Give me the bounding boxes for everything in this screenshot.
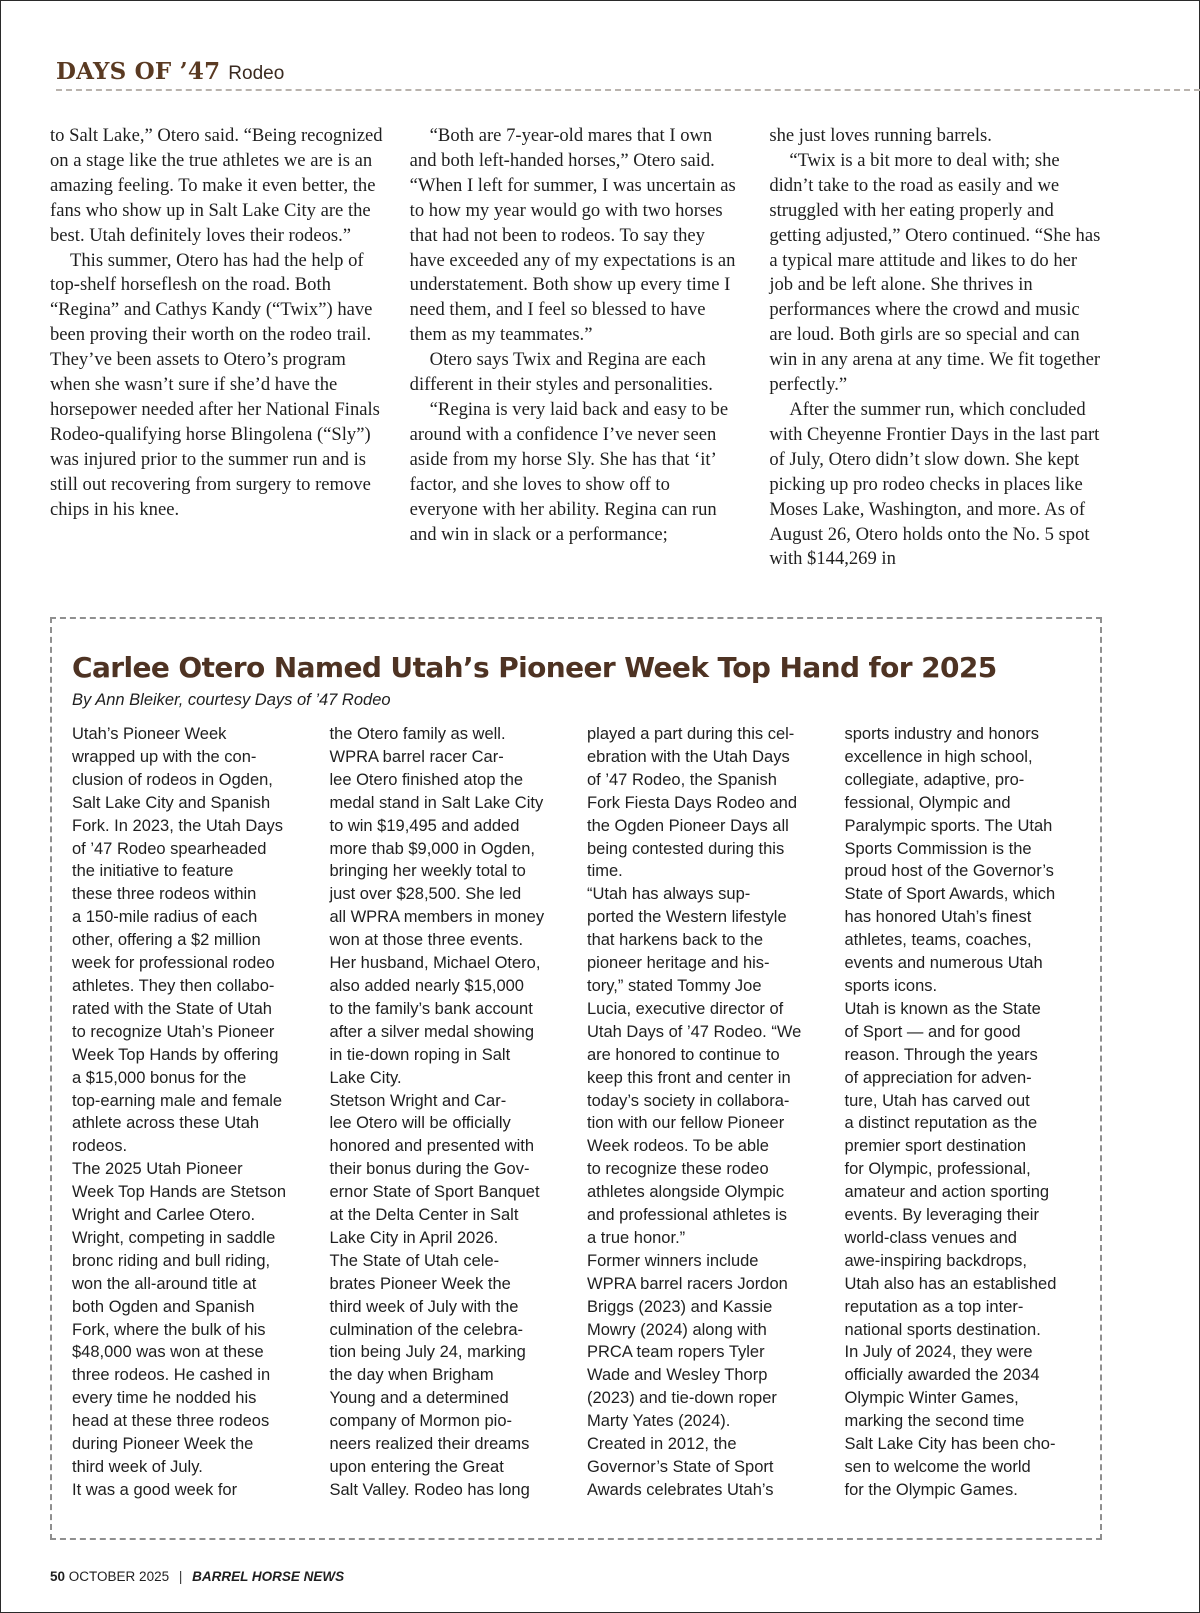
article-column-1 bbox=[50, 124, 383, 574]
article-paragraph: Otero says Twix and Regina are each different in their styles and personalities. bbox=[409, 349, 713, 396]
article-paragraph: “Both are 7-year-old mares that I own and both left-handed horses,” Otero said. “When I left for summer, I was uncertain as to how my year would go with two horses that had not been to rodeos. To say they have exceeded any of my expectations is an understatement. Both show up every time I need them, and I feel so blessed to have them as my teammates.” bbox=[409, 125, 736, 346]
section-subtitle: Rodeo bbox=[228, 63, 285, 84]
article-paragraph: to Salt Lake,” Otero said. “Being recognized on a stage like the true athletes we are is an amazing feeling. To make it even better, the fans who show up in Salt Lake City are the best. Utah definitely loves their rodeos.” bbox=[50, 125, 383, 246]
sidebar-column-1: Utah’s Pioneer Week wrapped up with the con- clusion of rodeos in Ogden, Salt Lake City and Spanish Fork. In 2023, the Utah Days of ’47 Rodeo spearheaded the initiative to feature these three rodeos within a 150-mile radius of each other, offering a $2 million week for professional rodeo athletes. They then collabo- rated with the State of Utah to recognize Utah’s Pioneer Week Top Hands by offering a $15,000 bonus for the top-earning male and female athlete across these Utah rodeos. The 2025 Utah Pioneer Week Top Hands are Stetson Wright and Carlee Otero. Wright, competing in saddle bronc riding and bull riding, won the all-around title at both Ogden and Spanish Fork, where the bulk of his $48,000 was won at these three rodeos. He cashed in every time he nodded his head at these three rodeos during Pioneer Week the third week of July. It was a good week for bbox=[72, 725, 287, 1499]
sidebar-column-2: the Otero family as well. WPRA barrel racer Car- lee Otero finished atop the medal stand in Salt Lake City to win $19,495 and added more thab $9,000 in Ogden, bringing her weekly total to just over $28,500. She led all WPRA members in money won at those three events. Her husband, Michael Otero, also added nearly $15,000 to the family’s bank account after a silver medal showing in tie-down roping in Salt Lake City. Stetson Wright and Car- lee Otero will be officially honored and presented with their bonus during the Gov- ernor State of Sport Banquet at the Delta Center in Salt Lake City in April 2026. The State of Utah cele- brates Pioneer Week the third week of July with the culmination of the celebra- tion being July 24, marking the day when Brigham Young and a determined company of Mormon pio- neers realized their dreams upon entering the Great Salt Valley. Rodeo has long bbox=[329, 725, 545, 1499]
article-paragraph: she just loves running barrels. bbox=[769, 125, 992, 146]
sidebar-column-4: sports industry and honors excellence in high school, collegiate, adaptive, pro- fessional, Olympic and Paralympic sports. The Utah Sports Commission is the proud host of the Governor’s State of Sport Awards, which has honored Utah’s finest athletes, teams, coaches, events and numerous Utah sports icons. Utah is known as the State of Sport — and for good reason. Through the years of appreciation for adven- ture, Utah has carved out a distinct reputation as the premier sport destination for Olympic, professional, amateur and action sporting events. By leveraging their world-class venues and awe-inspiring backdrops, Utah also has an established reputation as a top inter- national sports destination. In July of 2024, they were officially awarded the 2034 Olympic Winter Games, marking the second time Salt Lake City has been cho- sen to welcome the world for the Olympic Games. bbox=[844, 725, 1057, 1499]
sidebar-box bbox=[50, 617, 1102, 1540]
article-column-3 bbox=[769, 124, 1102, 574]
article-paragraph: After the summer run, which concluded with Cheyenne Frontier Days in the last part of July, Otero didn’t slow down. She kept picking up pro rodeo checks in places like Moses Lake, Washington, and more. As of August 26, Otero holds onto the No. 5 spot with $144,269 in bbox=[769, 398, 1100, 570]
article-paragraph: This summer, Otero has had the help of top-shelf horseflesh on the road. Both “Regina” and Cathys Kandy (“Twix”) have been proving their worth on the rodeo trail. They’ve been assets to Otero’s program when she wasn’t sure if she’d have the horsepower needed after her National Finals Rodeo-qualifying horse Blingolena (“Sly”) was injured prior to the summer run and is still out recovering from surgery to remove chips in his knee. bbox=[50, 249, 380, 520]
article-column-2 bbox=[410, 124, 743, 574]
magazine-name: BARREL HORSE NEWS bbox=[192, 1569, 345, 1584]
article-paragraph: “Twix is a bit more to deal with; she didn’t take to the road as easily and we struggled with her eating properly and getting adjusted,” Otero continued. “She has a typical mare attitude and likes to do her job and be left alone. She thrives in performances where the crowd and music are loud. Both girls are so special and can win in any arena at any time. We fit together perfectly.” bbox=[769, 149, 1101, 396]
section-title: DAYS OF ’47 bbox=[56, 58, 221, 85]
sidebar-column-3: played a part during this cel- ebration with the Utah Days of ’47 Rodeo, the Spanish Fork Fiesta Days Rodeo and the Ogden Pioneer Days all being contested during this time. “Utah has always sup- ported the Western lifestyle that harkens back to the pioneer heritage and his- tory,” stated Tommy Joe Lucia, executive director of Utah Days of ’47 Rodeo. “We are honored to continue to keep this front and center in today’s society in collabora- tion with our fellow Pioneer Week rodeos. To be able to recognize these rodeo athletes alongside Olympic and professional athletes is a true honor.” Former winners include WPRA barrel racers Jordon Briggs (2023) and Kassie Mowry (2024) along with PRCA team ropers Tyler Wade and Wesley Thorp (2023) and tie-down roper Marty Yates (2024). Created in 2012, the Governor’s State of Sport Awards celebrates Utah’s bbox=[587, 725, 802, 1499]
page-footer bbox=[50, 1569, 344, 1584]
page-number: 50 bbox=[50, 1569, 66, 1584]
section-header bbox=[56, 58, 284, 85]
article-paragraph: “Regina is very laid back and easy to be around with a confidence I’ve never seen aside from my horse Sly. She has that ‘it’ factor, and she loves to show off to everyone with her ability. Regina can run and win in slack or a performance; bbox=[409, 398, 729, 545]
article-body bbox=[50, 124, 1102, 574]
sidebar-byline: By Ann Bleiker, courtesy Days of ’47 Rodeo bbox=[72, 691, 391, 709]
sidebar-columns bbox=[72, 723, 1078, 1502]
issue-date: OCTOBER 2025 bbox=[68, 1569, 170, 1584]
sidebar-headline: Carlee Otero Named Utah’s Pioneer Week Top Hand for 2025 bbox=[72, 651, 997, 684]
footer-separator: | bbox=[178, 1569, 183, 1584]
header-divider bbox=[56, 89, 1200, 91]
